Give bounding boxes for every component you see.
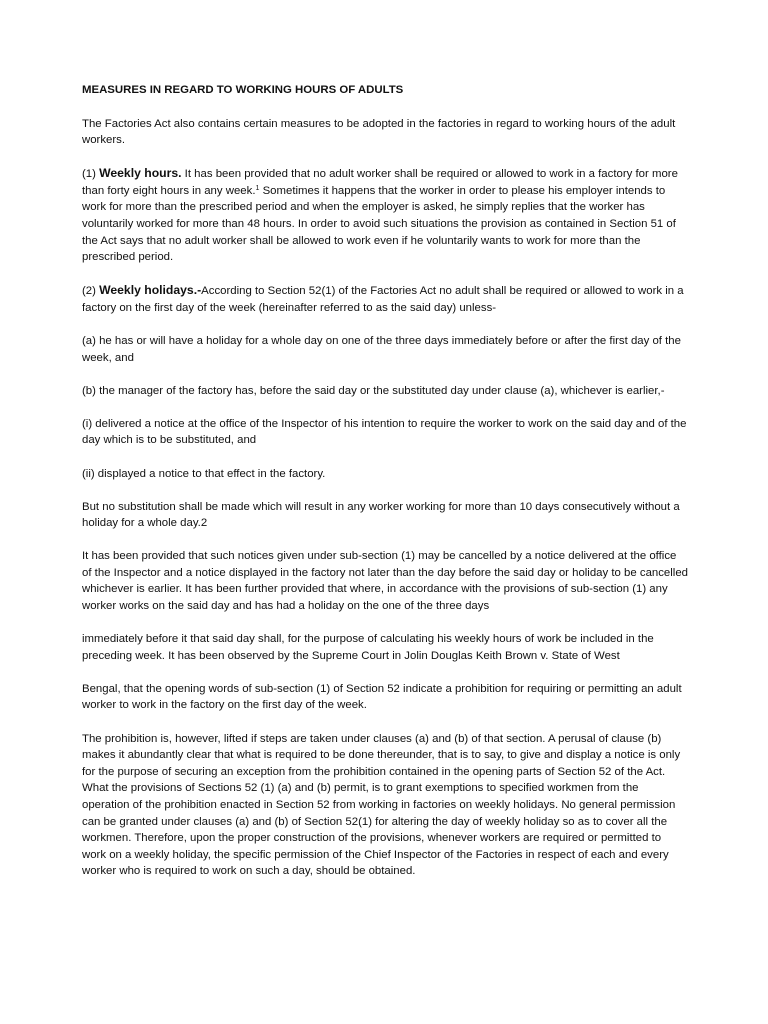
weekly-hours-heading: Weekly hours. [99, 166, 182, 181]
bengal-paragraph: Bengal, that the opening words of sub-section (1) of Section 52 indicate a prohibition for requiring or permitting an adult worker to work in the factory on the first day of the week. [82, 682, 682, 712]
clause-i-paragraph: (i) delivered a notice at the office of the Inspector of his intention to require the worker to work on the said day and of the day which is to be substituted, and [82, 417, 687, 447]
weekly-hours-number: (1) [82, 168, 96, 181]
prohibition-paragraph: The prohibition is, however, lifted if steps are taken under clauses (a) and (b) of that section. A perusal of clause (b) makes it abundantly clear that what is required to be done thereunder, that is to say, to give and display a notice is only for the purpose of securing an exception from the prohibition contained in the opening parts of Section 52 of the Act. [82, 732, 681, 778]
weekly-hours-text-a: It has been provided that no adult worker shall be required or allowed to work in a factory for more than forty eight hours in any week. [82, 168, 678, 197]
weekly-holidays-paragraph [82, 282, 688, 316]
immediately-before-paragraph: immediately before it that said day shall, for the purpose of calculating his weekly hours of work be included in the preceding week. It has been observed by the Supreme Court in Jolin Douglas Keith Brown v. State of West [82, 633, 654, 662]
document-title: MEASURES IN REGARD TO WORKING HOURS OF ADULTS [82, 84, 404, 96]
clause-ii-paragraph: (ii) displayed a notice to that effect in the factory. [82, 467, 326, 480]
clause-a-paragraph: (a) he has or will have a holiday for a whole day on one of the three days immediately before or after the first day of the week, and [82, 335, 681, 364]
provisions-paragraph: What the provisions of Sections 52 (1) (a) and (b) permit, is to grant exemptions to specified workmen from the operation of the prohibition enacted in Section 52 from working in factories on weekly holidays. No general permission can be granted under clauses (a) and (b) of Section 52(1) for altering the day of weekly holiday so as to cover all the workmen. Therefore, upon the proper construction of the provisions, whenever workers are required or permitted to work on a weekly holiday, the specific permission of the Chief Inspector of the Factories in respect of each and every worker who is required to work on such a day, should be obtained. [82, 782, 676, 878]
substitution-paragraph: But no substitution shall be made which will result in any worker working for more than 10 days consecutively without a holiday for a whole day.2 [82, 500, 680, 530]
clause-b-paragraph: (b) the manager of the factory has, before the said day or the substituted day under clause (a), whichever is earlier,- [82, 384, 665, 397]
notices-cancelled-paragraph: It has been provided that such notices given under sub-section (1) may be cancelled by a notice delivered at the office of the Inspector and a notice displayed in the factory not later than the day before the said day or holiday to be cancelled whichever is earlier. It has been further provided that where, in accordance with the provisions of sub-section (1) any worker works on the said day and has had a holiday on the one of the three days [82, 550, 688, 613]
weekly-holidays-heading: Weekly holidays.- [99, 283, 202, 298]
document-body [82, 82, 688, 896]
weekly-hours-paragraph [82, 165, 688, 266]
footnote-marker: 1 [255, 184, 260, 192]
weekly-holidays-text: According to Section 52(1) of the Factories Act no adult shall be required or allowed to work in a factory on the first day of the week (hereinafter referred to as the said day) unless- [82, 285, 684, 314]
weekly-holidays-number: (2) [82, 285, 96, 298]
intro-paragraph: The Factories Act also contains certain measures to be adopted in the factories in regard to working hours of the adult workers. [82, 117, 676, 147]
weekly-hours-text-b: Sometimes it happens that the worker in order to please his employer intends to work for more than the prescribed period and when the employer is asked, he simply replies that the worker has voluntarily worked for more than 48 hours. In order to avoid such situations the provision as contained in Section 51 of the Act says that no adult worker shall be allowed to work even if he voluntarily wants to work for more than the prescribed period. [82, 184, 676, 264]
